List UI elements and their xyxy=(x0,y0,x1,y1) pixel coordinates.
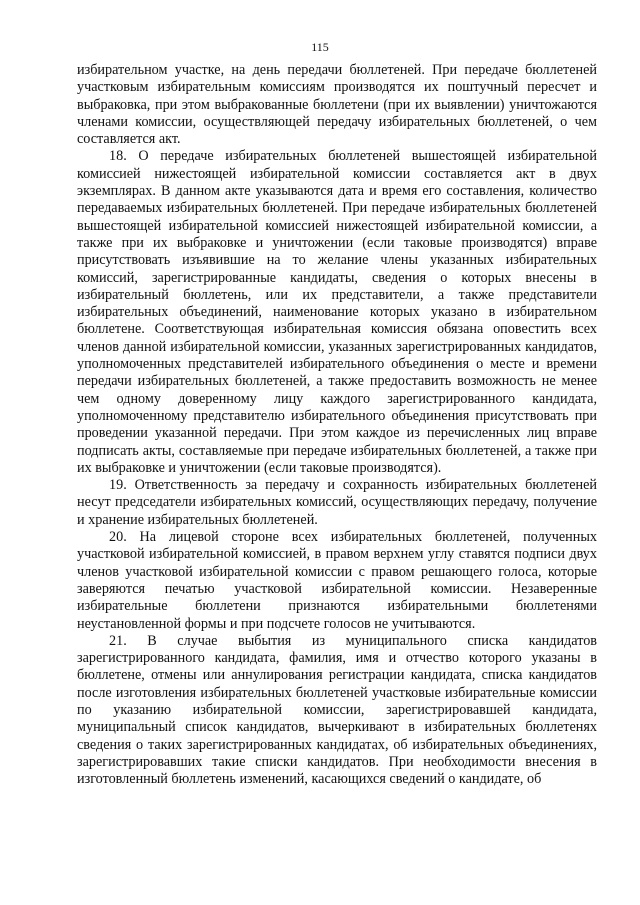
body-text xyxy=(77,62,597,788)
paragraph-21: 21. В случае выбытия из муниципального списка кандидатов зарегистрированного кандидата, фамилия, имя и отчество которого указаны в бюллетене, отмены или аннулирования регистрации кандидата, списка кандидатов после изготовления избирательных бюллетеней участковые избирательные комиссии по указанию избирательной комиссии, зарегистрировавшей кандидата, муниципальный список кандидатов, вычеркивают в избирательных бюллетенях сведения о таких зарегистрированных кандидатах, об избирательных объединениях, зарегистрировавших такие списки кандидатов. При необходимости внесения в изготовленный бюллетень изменений, касающихся сведений о кандидате, об xyxy=(77,632,597,788)
paragraph-continuation: избирательном участке, на день передачи бюллетеней. При передаче бюллетеней участковым избирательным комиссиям производятся их поштучный пересчет и выбраковка, при этом выбракованные бюллетени (при их выявлении) уничтожаются членами комиссии, осуществляющей передачу избирательных бюллетеней, о чем составляется акт. xyxy=(77,62,597,148)
paragraph-18: 18. О передаче избирательных бюллетеней вышестоящей избирательной комиссией нижестоящей избирательной комиссии составляется акт в двух экземплярах. В данном акте указываются дата и время его составления, количество передаваемых избирательных бюллетеней. При передаче избирательных бюллетеней вышестоящей избирательной комиссией нижестоящей избирательной комиссии, а также при их выбраковке и уничтожении (если таковые производятся) вправе присутствовать изъявившие на то желание члены указанных избирательных комиссий, зарегистрированные кандидаты, сведения о которых внесены в избирательный бюллетень, или их представители, а также представители избирательных объединений, наименование которых указано в избирательном бюллетене. Соответствующая избирательная комиссия обязана оповестить всех членов данной избирательной комиссии, указанных зарегистрированных кандидатов, уполномоченных представителей избирательного объединения о месте и времени передачи избирательных бюллетеней, а также предоставить возможность не менее чем одному доверенному лицу каждого зарегистрированного кандидата, уполномоченному представителю избирательного объединения присутствовать при проведении указанной передачи. При этом каждое из перечисленных лиц вправе подписать акты, составляемые при передаче избирательных бюллетеней, а также при их выбраковке и уничтожении (если таковые производятся). xyxy=(77,148,597,476)
paragraph-20: 20. На лицевой стороне всех избирательных бюллетеней, полученных участковой избирательной комиссией, в правом верхнем углу ставятся подписи двух членов участковой избирательной комиссии с правом решающего голоса, которые заверяются печатью участковой избирательной комиссии. Незаверенные избирательные бюллетени признаются избирательными бюллетенями неустановленной формы и при подсчете голосов не учитываются. xyxy=(77,529,597,632)
paragraph-19: 19. Ответственность за передачу и сохранность избирательных бюллетеней несут председатели избирательных комиссий, осуществляющих передачу, получение и хранение избирательных бюллетеней. xyxy=(77,477,597,528)
page-number: 115 xyxy=(311,40,329,54)
